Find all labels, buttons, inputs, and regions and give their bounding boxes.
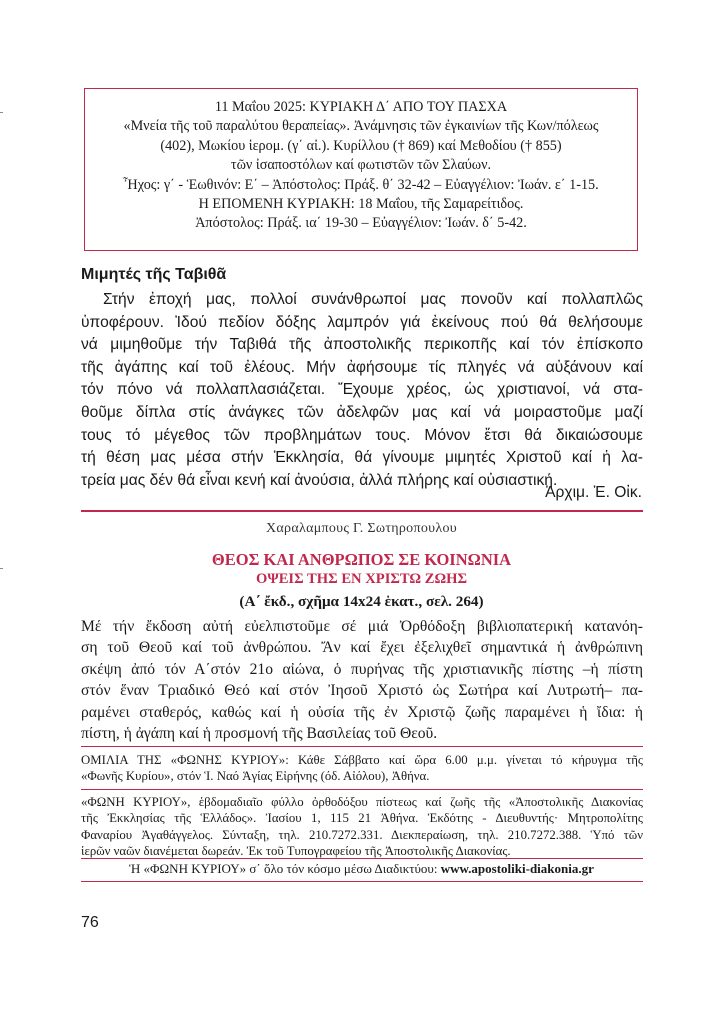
page-number: 76 [81,914,99,931]
calendar-box [84,88,638,251]
divider [81,746,643,747]
divider [81,858,643,859]
calendar-next-readings: Ἀπόστολος: Πράξ. ια΄ 19-30 – Εὐαγγέλιον: Ἰωάν. δ΄ 5-42. [195,215,527,232]
book-author: Χαραλαμπους Γ. Σωτηροπουλου [266,521,457,536]
crop-mark [0,112,3,113]
homily-notice [81,752,643,785]
web-url[interactable]: www.apostoliki-diakonia.gr [440,861,594,876]
body-line: ὑποφέρουν. Ἰδού πεδίον δόξης λαμπρόν γιά ἐκείνους πού θά θελήσουμε [81,313,643,331]
book-line: ραμένει σταθερός, καθώς καί ἡ οὐσία τῆς ἐν Χριστῷ ζωῆς παραμένει ἡ ἴδια: ἡ [81,703,643,721]
section-title: Μιμητές τῆς Ταβιθᾶ [81,266,227,283]
divider [81,510,643,512]
calendar-date-heading: 11 Μαΐου 2025: ΚΥΡΙΑΚΗ Δ΄ ΑΠΟ ΤΟΥ ΠΑΣΧΑ [214,99,508,115]
body-line: τρεία μας δέν θά εἶναι κενή καί ἀνούσια, ἀλλά πλήρης καί οὐσιαστική. [81,471,558,489]
section-body [81,289,643,492]
notice-line: ἱερῶν ναῶν διανέμεται δωρεάν. Ἐκ τοῦ Τυπογραφείου τῆς Ἀποστολικῆς Διακονίας. [81,844,511,859]
calendar-readings: Ἦχος: γ΄ - Ἑωθινόν: Ε΄ – Ἀπόστολος: Πράξ. θ΄ 32-42 – Εὐαγγέλιον: Ἰωάν. ε΄ 1-15. [123,176,599,193]
body-line: θοῦμε δίπλα στίς ἀνάγκες τῶν ἀδελφῶν μας καί νά μοιραστοῦμε μαζί [81,403,643,421]
calendar-commemoration-cont: τῶν ἰσαποστόλων καί φωτιστῶν τῶν Σλαύων. [230,157,492,174]
body-line: τῆς ἀγάπης καί τοῦ ἐλέους. Μήν ἀφήσουμε τίς πληγές νά αὐξάνουν καί [81,358,643,376]
book-subtitle: ΟΨΕΙΣ ΤΗΣ ΕΝ ΧΡΙΣΤΩ ΖΩΗΣ [255,571,468,587]
signature: Ἀρχιμ. Ἐ. Οἰκ. [545,484,642,501]
calendar-commemoration: «Μνεία τῆς τοῦ παραλύτου θεραπείας». Ἀνάμνησις τῶν ἐγκαινίων τῆς Κων/πόλεως [123,118,599,135]
book-line: ση τοῦ Θεοῦ καί τοῦ ἀνθρώπου. Ἄν καί ἔχει ἐξελιχθεῖ σημαντικά ἡ ἀνθρώπινη [81,639,643,657]
book-edition: (Α΄ ἔκδ., σχῆμα 14x24 ἑκατ., σελ. 264) [239,593,484,610]
web-text: Ἡ «ΦΩΝΗ ΚΥΡΙΟΥ» σ΄ ὅλο τόν κόσμο μέσω Διαδικτύου: [129,861,438,876]
notice-line: τῆς Ἐκκλησίας τῆς Ἑλλάδος». Ἰασίου 1, 115 21 Ἀθήνα. Ἐκδότης - Διευθυντής· Μητροπολίτης [81,811,643,826]
notice-line: ΟΜΙΛΙΑ ΤΗΣ «ΦΩΝΗΣ ΚΥΡΙΟΥ»: Κάθε Σάββατο καί ὥρα 6.00 μ.μ. γίνεται τό κήρυγμα τῆς [81,753,643,767]
body-line: τόν πόνο νά πολλαπλασιάζεται. Ἔχουμε χρέος, ὡς χριστιανοί, νά στα- [81,381,643,399]
calendar-next-sunday: Η ΕΠΟΜΕΝΗ ΚΥΡΙΑΚΗ: 18 Μαΐου, τῆς Σαμαρείτιδος. [198,196,524,213]
calendar-commemoration-cont: (402), Μωκίου ἱερομ. (γ΄ αἰ.). Κυρίλλου († 869) καί Μεθοδίου († 855) [160,137,562,154]
book-title: ΘΕΟΣ ΚΑΙ ΑΝΘΡΩΠΟΣ ΣΕ ΚΟΙΝΩΝΙΑ [211,550,512,569]
book-line: σκέψη ἀπό τόν Α΄στόν 21ο αἰώνα, ὁ πυρήνας τῆς χριστιανικῆς πίστης –ἡ πίστη [81,660,643,678]
divider [81,881,643,882]
notice-line: Φαναρίου Ἀγαθάγγελος. Σύνταξη, τηλ. 210.7272.331. Διεκπεραίωση, τηλ. 210.7272.388. Ὑπό τῶν [81,827,643,842]
book-description [81,616,643,744]
book-line: στόν ἕναν Τριαδικό Θεό καί στόν Ἰησοῦ Χριστό ὡς Σωτήρα καί Λυτρωτή– πα- [81,682,643,700]
notice-line: «ΦΩΝΗ ΚΥΡΙΟΥ», ἑβδομαδιαῖο φύλλο ὀρθοδόξου πίστεως καί ζωῆς τῆς «Ἀποστολικῆς Διακονίας [81,795,643,809]
body-line: τους τό μέγεθος τῶν προβλημάτων τους. Μόνον ἔτσι θά δικαιώσουμε [81,426,643,444]
web-notice [0,861,723,877]
book-line: πίστη, ἡ ἀγάπη καί ἡ προσμονή τῆς Βασιλείας τοῦ Θεοῦ. [81,725,438,743]
notice-line: «Φωνῆς Κυρίου», στόν Ἱ. Ναό Ἁγίας Εἰρήνης (όδ. Αἰόλου), Ἀθήνα. [81,769,430,784]
body-line: νά μιμηθοῦμε τήν Ταβιθά τῆς ἀποστολικῆς περικοπῆς καί τόν ἐπίσκοπο [81,336,643,354]
book-line: Μέ τήν ἔκδοση αὐτή εὐελπιστοῦμε σέ μιά Ὀρθόδοξη βιβλιοπατερική κατανόη- [81,618,643,635]
publisher-notice [81,794,643,860]
body-line: Στήν ἐποχή μας, πολλοί συνάνθρωποί μας πονοῦν καί πολλαπλῶς [103,291,643,308]
divider [81,789,643,790]
body-line: τή θέση μας μέσα στήν Ἐκκλησία, θά γίνουμε μιμητές Χριστοῦ καί ἡ λα- [81,449,643,467]
